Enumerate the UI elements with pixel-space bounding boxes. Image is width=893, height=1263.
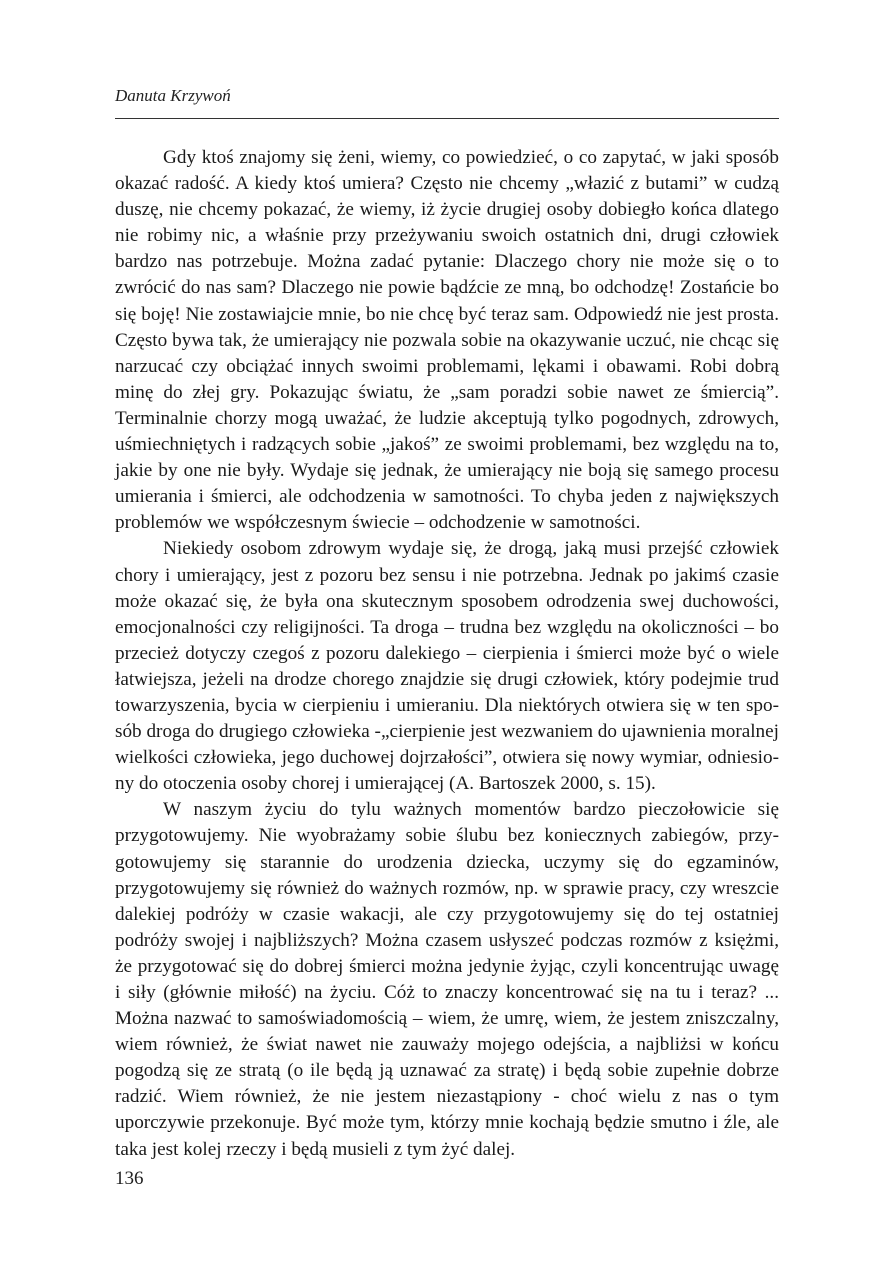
paragraph-3: W naszym życiu do tylu ważnych momentów bardzo pieczołowicie się przygotowujemy. Nie wyobrażamy sobie ślubu bez koniecznych zabiegów, przygotowujemy się starannie do urodzenia dziecka, uczymy się do egzaminów, przygotowujemy się również do ważnych rozmów, np. w sprawie pracy, czy wreszcie dalekiej podróży w czasie wakacji, ale czy przygotowujemy się do tej ostatniej podróży swojej i najbliższych? Można czasem usłyszeć podczas rozmów z księżmi, że przygotować się do dobrej śmierci można jedynie żyjąc, czyli koncentrując uwagę i siły (głównie miłość) na życiu. Cóż to znaczy koncentrować się na tu i teraz? ... Można nazwać to samoświadomością – wiem, że umrę, wiem, że jestem zniszczalny, wiem również, że świat nawet nie zauważy mojego odejścia, a najbliżsi w końcu pogodzą się ze stratą (o ile będą ją uznawać za stratę) i będą sobie zupełnie dobrze radzić. Wiem również, że nie jestem niezastąpiony - choć wielu z nas o tym uporczywie przekonuje. Być może tym, którzy mnie kochają będzie smutno i źle, ale taka jest kolej rzeczy i będą musieli z tym żyć dalej. (115, 799, 779, 1160)
running-head-author: Danuta Krzywoń (115, 86, 231, 105)
page-number: 136 (115, 1168, 144, 1189)
paragraph-2: Niekiedy osobom zdrowym wydaje się, że drogą, jaką musi przejść człowiek chory i umierający, jest z pozoru bez sensu i nie potrzebna. Jednak po jakimś czasie może okazać się, że była ona skutecznym sposobem odrodzenia swej duchowości, emocjonalności czy religijności. Ta droga – trudna bez względu na okoliczności – bo przecież dotyczy czegoś z pozoru dalekiego – cierpienia i śmierci może być o wiele łatwiejsza, jeżeli na drodze chorego znajdzie się drugi człowiek, który podejmie trud towarzyszenia, bycia w cierpieniu i umieraniu. Dla niektórych otwiera się w ten sposób droga do drugiego człowieka -„cierpienie jest wezwaniem do ujawnienia moralnej wielkości człowieka, jego duchowej dojrzałości”, otwiera się nowy wymiar, odniesiony do otoczenia osoby chorej i umierającej (A. Bartoszek 2000, s. 15). (115, 538, 779, 795)
header-divider (115, 118, 779, 119)
body-text (115, 145, 779, 1163)
paragraph-1: Gdy ktoś znajomy się żeni, wiemy, co powiedzieć, o co zapytać, w jaki sposób okazać radość. A kiedy ktoś umiera? Często nie chcemy „włazić z butami” w cudzą duszę, nie chcemy pokazać, że wiemy, iż życie drugiej osoby dobiegło końca dlatego nie robimy nic, a właśnie przy przeżywaniu swoich ostatnich dni, drugi człowiek bardzo nas potrzebuje. Można zadać pytanie: Dlaczego chory nie może się o to zwrócić do nas sam? Dlaczego nie powie bądźcie ze mną, bo odchodzę! Zostańcie bo się boję! Nie zostawiajcie mnie, bo nie chcę być teraz sam. Odpowiedź nie jest prosta. Często bywa tak, że umierający nie pozwala sobie na okazywanie uczuć, nie chcąc się narzucać czy obciążać innych swoimi problemami, lękami i obawami. Robi dobrą minę do złej gry. Pokazując światu, że „sam poradzi sobie nawet ze śmiercią”. Terminalnie chorzy mogą uważać, że ludzie akceptują tylko pogodnych, zdrowych, uśmiechniętych i radzących sobie „jakoś” ze swoimi problemami, bez względu na to, jakie by one nie były. Wydaje się jednak, że umierający nie boją się samego procesu umierania i śmierci, ale odchodzenia w samotności. To chyba jeden z największych problemów we współczesnym świecie – odchodzenie w samotności. (115, 147, 779, 534)
